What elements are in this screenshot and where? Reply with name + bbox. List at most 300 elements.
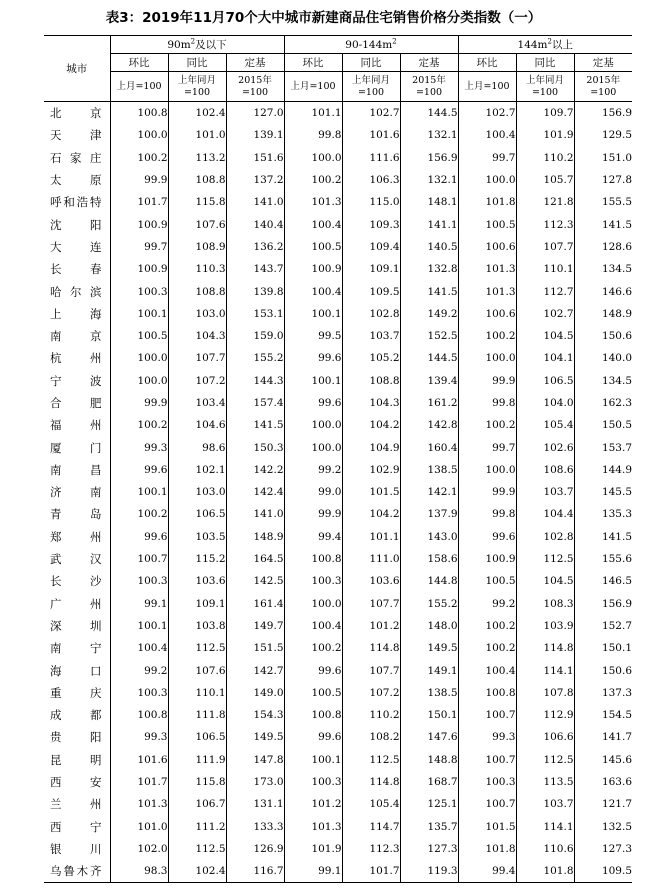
group-header: $90-144m^2$ [284, 36, 458, 54]
value-cell: 144.5 [400, 102, 458, 125]
value-cell: 142.7 [226, 659, 284, 681]
value-cell: 100.7 [110, 548, 168, 570]
value-cell: 149.5 [226, 726, 284, 748]
value-cell: 160.4 [400, 436, 458, 458]
value-cell: 100.0 [110, 370, 168, 392]
value-cell: 100.1 [284, 749, 342, 771]
table-row [44, 347, 632, 369]
value-cell: 104.0 [516, 392, 574, 414]
base-header: 上年同月=100 [342, 72, 400, 102]
value-cell: 155.2 [400, 593, 458, 615]
value-cell: 150.1 [601, 642, 632, 655]
value-cell: 104.2 [342, 414, 400, 436]
value-cell: 157.4 [226, 392, 284, 414]
value-cell: 100.3 [110, 570, 168, 592]
value-cell: 102.9 [342, 459, 400, 481]
table-row [44, 793, 632, 815]
value-cell: 144.3 [226, 370, 284, 392]
city-cell: 福州 [44, 414, 110, 436]
value-cell: 102.7 [458, 102, 516, 125]
city-cell: 成都 [44, 704, 110, 726]
value-cell: 151.0 [601, 151, 632, 164]
value-cell: 145.5 [601, 486, 632, 499]
value-cell: 100.2 [458, 637, 516, 659]
city-cell: 重庆 [44, 682, 110, 704]
value-cell: 161.4 [226, 593, 284, 615]
value-cell: 111.2 [168, 816, 226, 838]
value-cell: 110.3 [168, 258, 226, 280]
value-cell: 101.1 [284, 102, 342, 125]
table-row [44, 459, 632, 481]
table-row [44, 615, 632, 637]
value-cell: 100.0 [284, 436, 342, 458]
city-cell: 沈阳 [44, 213, 110, 235]
value-cell: 104.5 [516, 325, 574, 347]
value-cell: 100.9 [458, 548, 516, 570]
value-cell: 105.4 [516, 414, 574, 436]
value-cell: 149.5 [400, 637, 458, 659]
value-cell: 100.3 [110, 280, 168, 302]
value-cell: 102.8 [342, 303, 400, 325]
value-cell: 99.3 [110, 436, 168, 458]
value-cell: 101.3 [284, 191, 342, 213]
city-cell: 天津 [44, 124, 110, 146]
value-cell: 100.4 [458, 124, 516, 146]
value-cell: 101.7 [342, 860, 400, 883]
value-cell: 121.8 [516, 191, 574, 213]
value-cell: 114.8 [516, 637, 574, 659]
value-cell: 103.6 [342, 570, 400, 592]
value-cell: 101.7 [110, 771, 168, 793]
value-cell: 148.8 [400, 749, 458, 771]
base-header: 上年同月=100 [168, 72, 226, 102]
value-cell: 133.3 [226, 816, 284, 838]
value-cell: 141.0 [226, 503, 284, 525]
table-row [44, 570, 632, 592]
value-cell: 138.5 [400, 459, 458, 481]
value-cell: 150.5 [601, 419, 632, 432]
value-cell: 112.3 [342, 838, 400, 860]
value-cell: 100.0 [110, 347, 168, 369]
value-cell: 140.5 [400, 236, 458, 258]
value-cell: 99.2 [458, 593, 516, 615]
value-cell: 99.1 [110, 593, 168, 615]
value-cell: 148.9 [226, 526, 284, 548]
value-cell: 99.8 [284, 124, 342, 146]
value-cell: 163.6 [601, 776, 632, 789]
value-cell: 100.0 [110, 124, 168, 146]
value-cell: 101.9 [284, 838, 342, 860]
value-cell: 150.3 [226, 436, 284, 458]
table-row [44, 236, 632, 258]
city-cell: 乌鲁木齐 [44, 860, 110, 883]
value-cell: 141.1 [400, 213, 458, 235]
value-cell: 111.6 [342, 147, 400, 169]
value-cell: 100.1 [110, 615, 168, 637]
value-cell: 103.7 [516, 481, 574, 503]
city-cell: 哈尔滨 [44, 280, 110, 302]
city-cell: 贵阳 [44, 726, 110, 748]
table-row [44, 637, 632, 659]
value-cell: 135.7 [400, 816, 458, 838]
value-cell: 153.1 [226, 303, 284, 325]
value-cell: 100.8 [284, 704, 342, 726]
value-cell: 99.9 [110, 392, 168, 414]
value-cell: 103.9 [516, 615, 574, 637]
value-cell: 141.7 [601, 731, 632, 744]
value-cell: 141.5 [226, 414, 284, 436]
value-cell: 115.8 [168, 771, 226, 793]
value-cell: 139.4 [400, 370, 458, 392]
value-cell: 106.7 [168, 793, 226, 815]
value-cell: 150.1 [400, 704, 458, 726]
value-cell: 99.5 [284, 325, 342, 347]
table-row [44, 258, 632, 280]
value-cell: 100.4 [284, 213, 342, 235]
table-row [44, 526, 632, 548]
value-cell: 114.1 [516, 659, 574, 681]
value-cell: 100.2 [458, 325, 516, 347]
value-cell: 112.5 [516, 749, 574, 771]
value-cell: 100.3 [284, 771, 342, 793]
value-cell: 99.9 [458, 481, 516, 503]
value-cell: 104.2 [342, 503, 400, 525]
value-cell: 142.8 [400, 414, 458, 436]
value-cell: 110.1 [168, 682, 226, 704]
value-cell: 112.9 [516, 704, 574, 726]
value-cell: 101.3 [110, 793, 168, 815]
table-row [44, 860, 632, 883]
value-cell: 101.8 [458, 191, 516, 213]
value-cell: 149.7 [226, 615, 284, 637]
value-cell: 144.8 [400, 570, 458, 592]
value-cell: 140.0 [601, 352, 632, 365]
table-row [44, 503, 632, 525]
city-cell: 长春 [44, 258, 110, 280]
value-cell: 100.7 [458, 749, 516, 771]
value-cell: 132.1 [400, 169, 458, 191]
value-cell: 146.6 [601, 285, 632, 298]
value-cell: 135.3 [601, 508, 632, 521]
value-cell: 108.2 [342, 726, 400, 748]
value-cell: 101.6 [110, 749, 168, 771]
sub-header: 环比 [284, 54, 342, 72]
value-cell: 100.5 [284, 236, 342, 258]
value-cell: 100.0 [284, 414, 342, 436]
value-cell: 101.3 [284, 816, 342, 838]
table-row [44, 593, 632, 615]
value-cell: 141.5 [400, 280, 458, 302]
value-cell: 111.9 [168, 749, 226, 771]
city-cell: 呼和浩特 [44, 191, 110, 213]
value-cell: 100.8 [458, 682, 516, 704]
value-cell: 107.2 [342, 682, 400, 704]
value-cell: 100.8 [284, 548, 342, 570]
base-header: 上月=100 [110, 72, 168, 102]
value-cell: 102.6 [516, 436, 574, 458]
value-cell: 113.2 [168, 147, 226, 169]
value-cell: 121.7 [601, 798, 632, 811]
value-cell: 127.3 [400, 838, 458, 860]
city-cell: 石家庄 [44, 147, 110, 169]
value-cell: 145.6 [601, 753, 632, 766]
city-cell: 南昌 [44, 459, 110, 481]
value-cell: 156.9 [400, 147, 458, 169]
value-cell: 155.5 [601, 196, 632, 209]
base-header: 2015年=100 [226, 72, 284, 102]
value-cell: 100.6 [458, 236, 516, 258]
value-cell: 132.5 [601, 820, 632, 833]
value-cell: 99.4 [458, 860, 516, 883]
city-cell: 昆明 [44, 749, 110, 771]
value-cell: 149.0 [226, 682, 284, 704]
city-cell: 海口 [44, 659, 110, 681]
value-cell: 108.8 [342, 370, 400, 392]
value-cell: 99.9 [458, 370, 516, 392]
value-cell: 139.8 [226, 280, 284, 302]
base-header: 2015年=100 [400, 72, 458, 102]
value-cell: 107.8 [516, 682, 574, 704]
sub-header: 环比 [458, 54, 516, 72]
value-cell: 105.4 [342, 793, 400, 815]
city-cell: 长沙 [44, 570, 110, 592]
table-row [44, 414, 632, 436]
value-cell: 100.0 [284, 147, 342, 169]
value-cell: 100.5 [458, 570, 516, 592]
price-index-table [44, 35, 632, 883]
value-cell: 100.2 [110, 147, 168, 169]
table-row [44, 303, 632, 325]
sub-header: 环比 [110, 54, 168, 72]
table-row [44, 816, 632, 838]
value-cell: 104.3 [342, 392, 400, 414]
value-cell: 103.8 [168, 615, 226, 637]
value-cell: 99.7 [458, 147, 516, 169]
value-cell: 112.5 [168, 838, 226, 860]
value-cell: 100.2 [284, 637, 342, 659]
table-row [44, 704, 632, 726]
city-cell: 银川 [44, 838, 110, 860]
value-cell: 148.1 [400, 191, 458, 213]
value-cell: 99.8 [458, 392, 516, 414]
value-cell: 107.7 [516, 236, 574, 258]
value-cell: 151.6 [226, 147, 284, 169]
table-row [44, 124, 632, 146]
value-cell: 103.7 [516, 793, 574, 815]
value-cell: 111.0 [342, 548, 400, 570]
value-cell: 110.6 [516, 838, 574, 860]
value-cell: 112.5 [516, 548, 574, 570]
value-cell: 107.7 [342, 659, 400, 681]
value-cell: 106.5 [168, 503, 226, 525]
value-cell: 154.5 [601, 709, 632, 722]
table-row [44, 749, 632, 771]
value-cell: 146.5 [601, 575, 632, 588]
value-cell: 103.0 [168, 303, 226, 325]
city-cell: 南宁 [44, 637, 110, 659]
value-cell: 99.7 [110, 236, 168, 258]
value-cell: 102.1 [168, 459, 226, 481]
value-cell: 131.1 [226, 793, 284, 815]
value-cell: 101.3 [458, 280, 516, 302]
value-cell: 110.1 [516, 258, 574, 280]
value-cell: 155.2 [226, 347, 284, 369]
value-cell: 156.9 [601, 597, 632, 610]
sub-header: 定基 [226, 54, 284, 72]
city-cell: 郑州 [44, 526, 110, 548]
value-cell: 99.3 [458, 726, 516, 748]
value-cell: 99.8 [458, 503, 516, 525]
value-cell: 100.2 [284, 169, 342, 191]
city-cell: 武汉 [44, 548, 110, 570]
value-cell: 101.5 [458, 816, 516, 838]
value-cell: 162.3 [601, 397, 632, 409]
value-cell: 103.5 [168, 526, 226, 548]
value-cell: 99.6 [458, 526, 516, 548]
city-cell: 大连 [44, 236, 110, 258]
city-cell: 济南 [44, 481, 110, 503]
value-cell: 142.5 [226, 570, 284, 592]
table-row [44, 659, 632, 681]
value-cell: 105.7 [516, 169, 574, 191]
table-row [44, 102, 632, 125]
value-cell: 114.7 [342, 816, 400, 838]
value-cell: 127.8 [601, 174, 632, 187]
value-cell: 101.9 [516, 124, 574, 146]
value-cell: 104.1 [516, 347, 574, 369]
base-header: 上年同月=100 [516, 72, 574, 102]
value-cell: 100.4 [284, 615, 342, 637]
sub-header: 定基 [400, 54, 458, 72]
value-cell: 102.4 [168, 102, 226, 125]
city-cell: 西宁 [44, 816, 110, 838]
value-cell: 104.3 [168, 325, 226, 347]
value-cell: 100.4 [284, 280, 342, 302]
table-row [44, 280, 632, 302]
value-cell: 125.1 [400, 793, 458, 815]
value-cell: 103.6 [168, 570, 226, 592]
value-cell: 100.9 [110, 258, 168, 280]
table-row [44, 191, 632, 213]
value-cell: 100.5 [110, 325, 168, 347]
value-cell: 109.3 [342, 213, 400, 235]
table-row [44, 682, 632, 704]
table-row [44, 771, 632, 793]
value-cell: 107.2 [168, 370, 226, 392]
value-cell: 158.6 [400, 548, 458, 570]
value-cell: 99.0 [284, 481, 342, 503]
value-cell: 148.0 [400, 615, 458, 637]
value-cell: 127.3 [601, 842, 632, 855]
value-cell: 126.9 [226, 838, 284, 860]
value-cell: 107.7 [342, 593, 400, 615]
table-body [44, 102, 632, 883]
value-cell: 112.3 [516, 213, 574, 235]
value-cell: 101.3 [458, 258, 516, 280]
value-cell: 103.7 [342, 325, 400, 347]
value-cell: 100.3 [110, 682, 168, 704]
value-cell: 154.3 [226, 704, 284, 726]
value-cell: 106.5 [516, 370, 574, 392]
value-cell: 101.6 [342, 124, 400, 146]
value-cell: 114.8 [342, 771, 400, 793]
value-cell: 106.3 [342, 169, 400, 191]
value-cell: 149.1 [400, 659, 458, 681]
value-cell: 100.1 [284, 303, 342, 325]
value-cell: 150.6 [601, 664, 632, 677]
base-header: 上月=100 [458, 72, 516, 102]
city-cell: 杭州 [44, 347, 110, 369]
value-cell: 104.9 [342, 436, 400, 458]
value-cell: 144.5 [400, 347, 458, 369]
value-cell: 100.3 [284, 570, 342, 592]
value-cell: 111.8 [168, 704, 226, 726]
value-cell: 132.1 [400, 124, 458, 146]
city-cell: 西安 [44, 771, 110, 793]
value-cell: 129.5 [601, 129, 632, 142]
value-cell: 115.2 [168, 548, 226, 570]
value-cell: 100.5 [458, 213, 516, 235]
value-cell: 100.4 [110, 637, 168, 659]
value-cell: 155.6 [601, 553, 632, 566]
value-cell: 112.7 [516, 280, 574, 302]
value-cell: 101.5 [342, 481, 400, 503]
value-cell: 107.6 [168, 659, 226, 681]
value-cell: 101.7 [110, 191, 168, 213]
value-cell: 100.6 [458, 303, 516, 325]
value-cell: 100.8 [110, 704, 168, 726]
value-cell: 114.1 [516, 816, 574, 838]
table-row [44, 370, 632, 392]
value-cell: 152.7 [601, 619, 632, 632]
value-cell: 144.9 [601, 463, 632, 476]
value-cell: 99.9 [110, 169, 168, 191]
sub-header: 同比 [516, 54, 574, 72]
value-cell: 161.2 [400, 392, 458, 414]
value-cell: 99.2 [110, 659, 168, 681]
value-cell: 142.2 [226, 459, 284, 481]
value-cell: 105.2 [342, 347, 400, 369]
value-cell: 99.6 [284, 347, 342, 369]
value-cell: 151.5 [226, 637, 284, 659]
value-cell: 134.5 [601, 374, 632, 387]
sub-header: 同比 [168, 54, 226, 72]
value-cell: 109.5 [574, 860, 632, 883]
value-cell: 99.6 [110, 526, 168, 548]
table-row [44, 548, 632, 570]
value-cell: 103.0 [168, 481, 226, 503]
value-cell: 98.6 [168, 436, 226, 458]
value-cell: 108.3 [516, 593, 574, 615]
value-cell: 98.3 [110, 860, 168, 883]
value-cell: 102.7 [516, 303, 574, 325]
table-row [44, 213, 632, 235]
value-cell: 141.5 [601, 218, 632, 231]
table-row [44, 325, 632, 347]
value-cell: 100.7 [458, 793, 516, 815]
city-cell: 厦门 [44, 436, 110, 458]
table-row [44, 169, 632, 191]
value-cell: 127.0 [226, 102, 284, 125]
value-cell: 101.2 [342, 615, 400, 637]
value-cell: 108.8 [168, 280, 226, 302]
value-cell: 99.1 [284, 860, 342, 883]
value-cell: 142.1 [400, 481, 458, 503]
value-cell: 112.5 [342, 749, 400, 771]
value-cell: 156.9 [601, 107, 632, 120]
value-cell: 114.8 [342, 637, 400, 659]
value-cell: 100.1 [284, 370, 342, 392]
